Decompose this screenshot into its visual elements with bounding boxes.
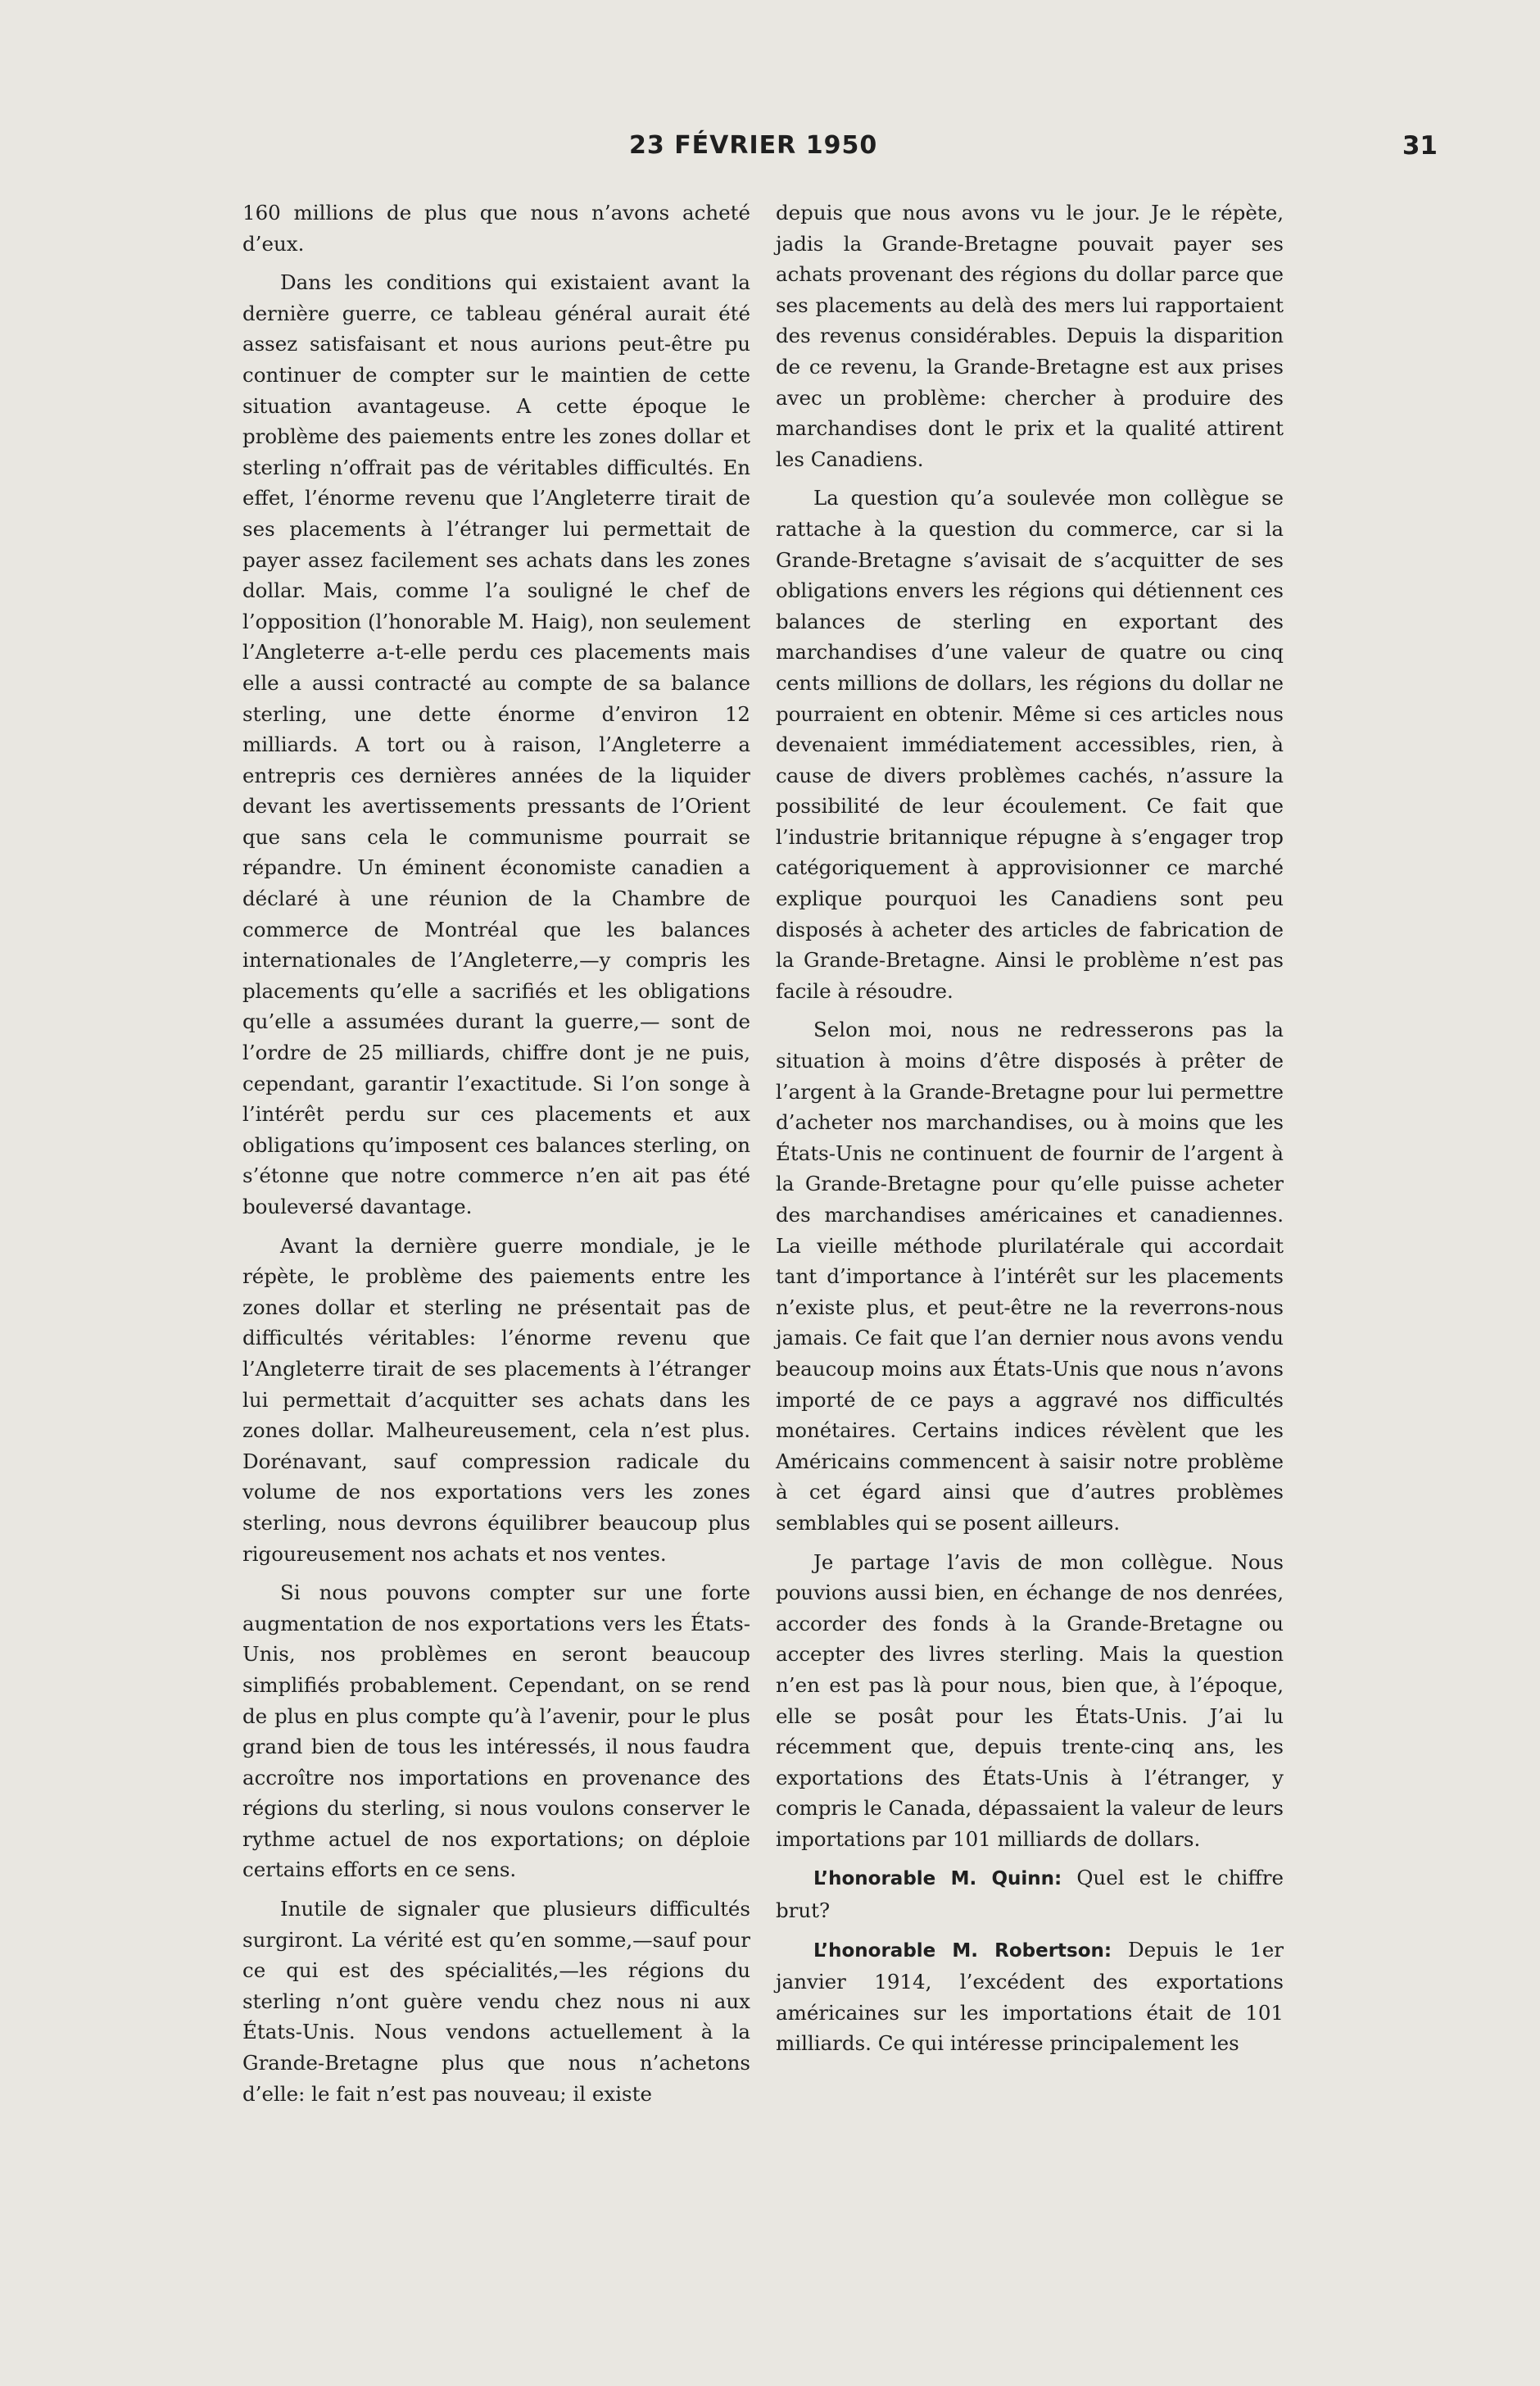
paragraph: Dans les conditions qui existaient avant la dernière guerre, ce tableau général aurait été assez satisfaisant et nous aurions peut-être pu continuer de compter sur le maintien de cette situation avantageuse. A cette époque le problème des paiements entre les zones dollar et sterling n’offrait pas de véritables difficultés. En effet, l’énorme revenu que l’Angleterre tirait de ses placements à l’étranger lui permettait de payer assez facilement ses achats dans les zones dollar. Mais, comme l’a souligné le chef de l’opposition (l’honorable M. Haig), non seulement l’Angleterre a-t-elle perdu ces placements mais elle a aussi contracté au compte de sa balance sterling, une dette énorme d’environ 12 milliards. A tort ou à raison, l’Angleterre a entrepris ces dernières années de la liquider devant les avertissements pressants de l’Orient que sans cela le communisme pourrait se répandre. Un éminent économiste canadien a déclaré à une réunion de la Chambre de commerce de Montréal que les balances internationales de l’Angleterre,—y compris les placements qu’elle a sacrifiés et les obligations qu’elle a assumées durant la guerre,— sont de l’ordre de 25 milliards, chiffre dont je ne puis, cependant, garantir l’exactitude. Si l’on songe à l’intérêt perdu sur ces placements et aux obligations qu’imposent ces balances sterling, on s’étonne que notre commerce n’en ait pas été bouleversé davantage. <box>242 270 750 1218</box>
page-date: 23 FÉVRIER 1950 <box>629 131 878 160</box>
paragraph: Je partage l’avis de mon collègue. Nous pouvions aussi bien, en échange de nos denrées, accorder des fonds à la Grande-Bretagne ou accepter des livres sterling. Mais la question n’en est pas là pour nous, bien que, à l’époque, elle se posât pour les États-Unis. J’ai lu récemment que, depuis trente-cinq ans, les exportations des États-Unis à l’étranger, y compris le Canada, dépassaient la valeur de leurs importations par 101 milliards de dollars. <box>776 1549 1284 1851</box>
paragraph: Selon moi, nous ne redresserons pas la situation à moins d’être disposés à prêter de l’argent à la Grande-Bretagne pour lui permettre d’acheter nos marchandises, ou à moins que les États-Unis ne continuent de fournir de l’argent à la Grande-Bretagne pour qu’elle puisse acheter des marchandises américaines et canadiennes. La vieille méthode plurilatérale qui accordait tant d’importance à l’intérêt sur les placements n’existe plus, et peut-être ne la reverrons-nous jamais. Ce fait que l’an dernier nous avons vendu beaucoup moins aux États-Unis que nous n’avons importé de ce pays a aggravé nos difficultés monétaires. Certains indices révèlent que les Américains commencent à saisir notre problème à cet égard ainsi que d’autres problèmes semblables qui se posent ailleurs. <box>776 1018 1284 1535</box>
speaker-name: L’honorable M. Robertson: <box>813 1939 1112 1962</box>
speech-text: Quel est le chiffre brut? <box>776 1866 1284 1923</box>
paragraph: Inutile de signaler que plusieurs difficultés surgiront. La vérité est qu’en somme,—sauf pour ce qui est des spécialités,—les régions du sterling n’ont guère vendu chez nous ni aux États-Unis. Nous vendons actuellement à la Grande-Bretagne plus que nous n’achetons d’elle: le fait n’est pas nouveau; il existe <box>242 1897 750 2106</box>
left-column <box>242 197 750 2117</box>
speech-quinn <box>776 1862 1284 1926</box>
paragraph: Avant la dernière guerre mondiale, je le répète, le problème des paiements entre les zones dollar et sterling ne présentait pas de difficultés véritables: l’énorme revenu que l’Angleterre tirait de ses placements à l’étranger lui permettait d’acquitter ses achats dans les zones dollar. Malheureusement, cela n’est plus. Dorénavant, sauf compression radicale du volume de nos exportations vers les zones sterling, nous devrons équilibrer beaucoup plus rigoureusement nos achats et nos ventes. <box>242 1233 750 1566</box>
speaker-name: L’honorable M. Quinn: <box>813 1868 1062 1890</box>
paragraph: 160 millions de plus que nous n’avons acheté d’eux. <box>242 201 750 256</box>
speech-robertson <box>776 1935 1284 2059</box>
page-number: 31 <box>1402 131 1438 161</box>
paragraph: depuis que nous avons vu le jour. Je le répète, jadis la Grande-Bretagne pouvait payer ses achats provenant des régions du dollar parce que ses placements au delà des mers lui rapportaient des revenus considérables. Depuis la disparition de ce revenu, la Grande-Bretagne est aux prises avec un problème: chercher à produire des marchandises dont le prix et la qualité attirent les Canadiens. <box>776 201 1284 471</box>
paragraph: La question qu’a soulevée mon collègue se rattache à la question du commerce, car si la Grande-Bretagne s’avisait de s’acquitter de ses obligations envers les régions qui détiennent ces balances de sterling en exportant des marchandises d’une valeur de quatre ou cinq cents millions de dollars, les régions du dollar ne pourraient en obtenir. Même si ces articles nous devenaient immédiatement accessibles, rien, à cause de divers problèmes cachés, n’assure la possibilité de leur écoulement. Ce fait que l’industrie britannique répugne à s’engager trop catégoriquement à approvisionner ce marché explique pourquoi les Canadiens sont peu disposés à acheter des articles de fabrication de la Grande-Bretagne. Ainsi le problème n’est pas facile à résoudre. <box>776 486 1284 1003</box>
right-column <box>776 197 1284 2067</box>
speech-text: Depuis le 1er janvier 1914, l’excédent des exportations américaines sur les importations était de 101 milliards. Ce qui intéresse principalement les <box>776 1937 1284 2056</box>
page-header <box>0 131 1540 172</box>
paragraph: Si nous pouvons compter sur une forte augmentation de nos exportations vers les États-Unis, nos problèmes en seront beaucoup simplifiés probablement. Cependant, on se rend de plus en plus compte qu’à l’avenir, pour le plus grand bien de tous les intéressés, il nous faudra accroître nos importations en provenance des régions du sterling, si nous voulons conserver le rythme actuel de nos exportations; on déploie certains efforts en ce sens. <box>242 1581 750 1882</box>
